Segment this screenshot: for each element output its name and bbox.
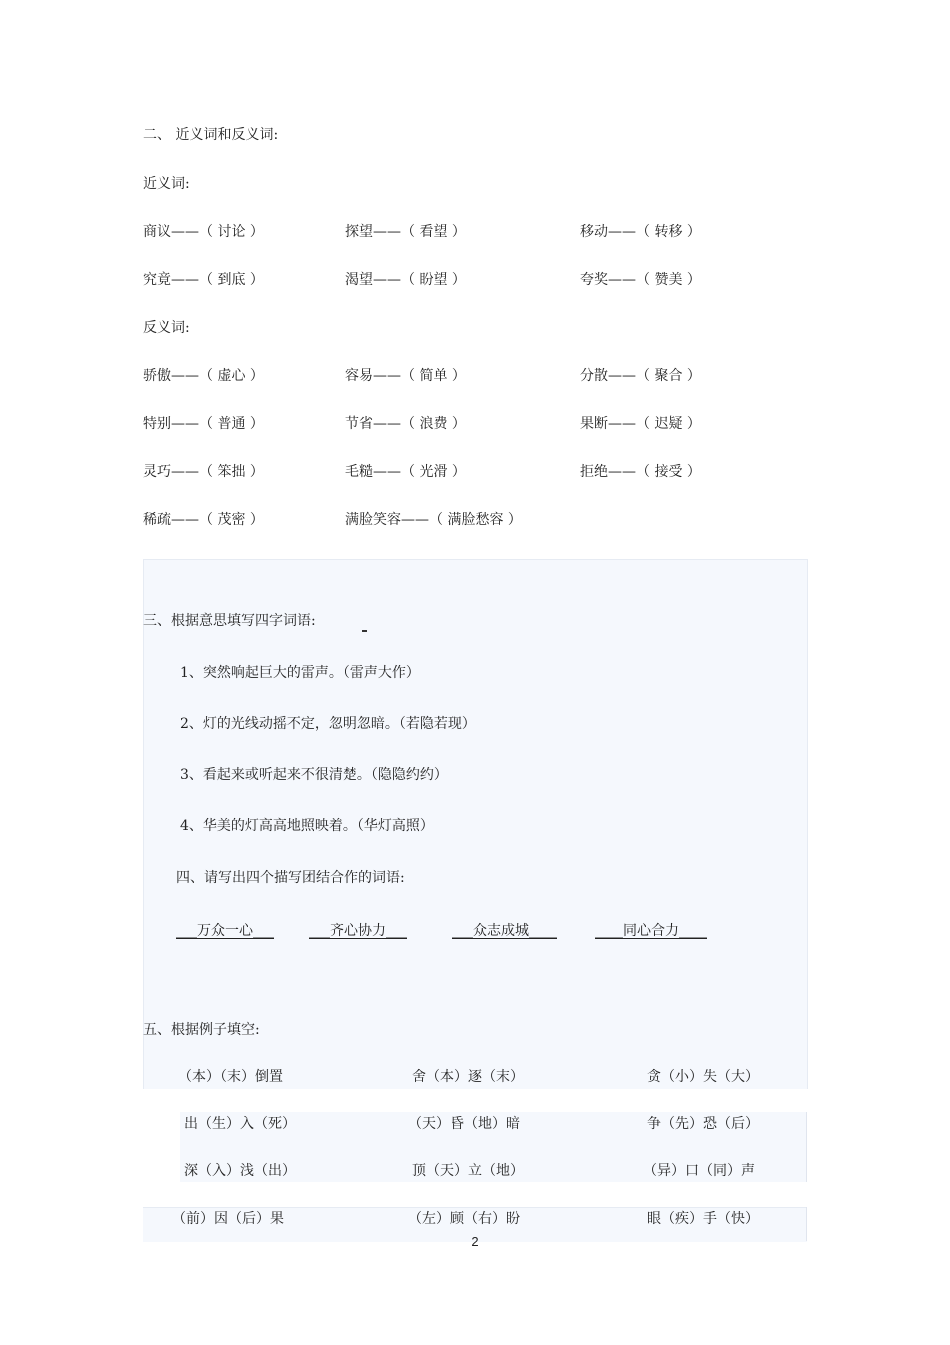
antonyms-label: 反义词: — [143, 320, 190, 336]
example-idiom: （本）（末）倒置 — [178, 1069, 283, 1085]
antonym-pair: 稀疏——（ 茂密 ） — [143, 512, 264, 528]
antonym-pair: 灵巧——（ 笨拙 ） — [143, 464, 264, 480]
idiom-item: 3、看起来或听起来不很清楚。（隐隐约约） — [180, 767, 448, 783]
idiom-item: 2、灯的光线动摇不定，忽明忽暗。（若隐若现） — [180, 716, 476, 732]
antonym-pair: 满脸笑容——（ 满脸愁容 ） — [345, 512, 522, 528]
section3-title: 三、根据意思填写四字词语: — [143, 613, 316, 629]
example-idiom: （天）昏（地）暗 — [408, 1116, 520, 1132]
antonym-pair: 拒绝——（ 接受 ） — [580, 464, 701, 480]
synonym-pair: 探望——（ 看望 ） — [345, 224, 466, 240]
example-idiom: （左）顾（右）盼 — [408, 1211, 520, 1227]
teamwork-answer: ___万众一心___ — [176, 923, 274, 939]
synonyms-label: 近义词: — [143, 176, 190, 192]
teamwork-answer: ___齐心协力___ — [309, 923, 407, 939]
example-idiom: 贪（小）失（大） — [647, 1069, 759, 1085]
example-idiom: 舍（本）逐（末） — [412, 1069, 524, 1085]
stray-mark — [362, 630, 367, 632]
antonym-pair: 果断——（ 迟疑 ） — [580, 416, 701, 432]
section5-title: 五、根据例子填空: — [143, 1022, 260, 1038]
teamwork-answer: ___众志成城____ — [452, 923, 557, 939]
antonym-pair: 骄傲——（ 虚心 ） — [143, 368, 264, 384]
example-idiom: 出（生）入（死） — [184, 1116, 296, 1132]
teamwork-answer: ____同心合力____ — [595, 923, 707, 939]
antonym-pair: 特别——（ 普通 ） — [143, 416, 264, 432]
synonym-pair: 夸奖——（ 赞美 ） — [580, 272, 701, 288]
idiom-item: 4、华美的灯高高地照映着。（华灯高照） — [180, 818, 434, 834]
example-idiom: （前）因（后）果 — [172, 1211, 284, 1227]
panel-edge — [806, 1112, 807, 1182]
synonym-pair: 移动——（ 转移 ） — [580, 224, 701, 240]
example-idiom: 眼（疾）手（快） — [647, 1211, 759, 1227]
antonym-pair: 毛糙——（ 光滑 ） — [345, 464, 466, 480]
synonym-pair: 渴望——（ 盼望 ） — [345, 272, 466, 288]
example-idiom: （异）口（同）声 — [643, 1163, 755, 1179]
idiom-item: 1、突然响起巨大的雷声。（雷声大作） — [180, 665, 420, 681]
antonym-pair: 节省——（ 浪费 ） — [345, 416, 466, 432]
section4-title: 四、请写出四个描写团结合作的词语: — [176, 870, 405, 886]
example-idiom: 争（先）恐（后） — [647, 1116, 759, 1132]
antonym-pair: 容易——（ 简单 ） — [345, 368, 466, 384]
example-idiom: 顶（天）立（地） — [412, 1163, 524, 1179]
synonym-pair: 商议——（ 讨论 ） — [143, 224, 264, 240]
page-number: 2 — [471, 1234, 479, 1249]
antonym-pair: 分散——（ 聚合 ） — [580, 368, 701, 384]
synonym-pair: 究竟——（ 到底 ） — [143, 272, 264, 288]
example-idiom: 深（入）浅（出） — [184, 1163, 296, 1179]
section2-title: 二、 近义词和反义词: — [143, 127, 279, 143]
